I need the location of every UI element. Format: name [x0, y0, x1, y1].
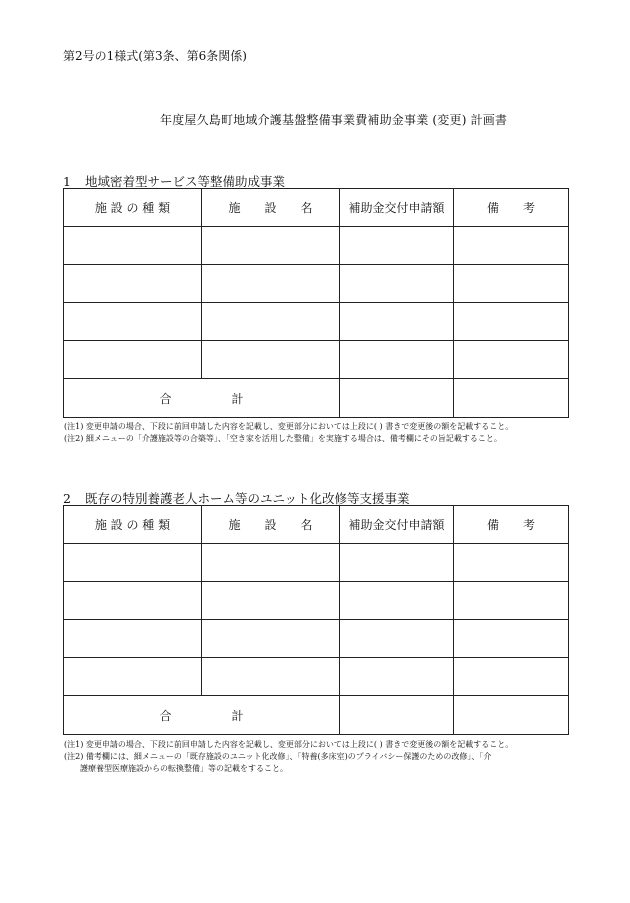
note-2: (注2) 細メニューの「介護施設等の合築等」、「空き家を活用した整備」を実施する場合は、備考欄にその旨記載すること。: [64, 434, 502, 443]
table-row: [64, 341, 569, 379]
facility-type-cell[interactable]: [64, 582, 202, 620]
facility-type-cell[interactable]: [64, 544, 202, 582]
column-header-facility-name: 施 設 名: [202, 189, 340, 227]
note-2-continuation: 護療養型医療施設からの転換整備」等の記載をすること。: [80, 764, 288, 773]
subsidy-amount-cell[interactable]: [340, 582, 454, 620]
remarks-cell[interactable]: [454, 544, 569, 582]
subsidy-amount-cell[interactable]: [340, 265, 454, 303]
remarks-cell[interactable]: [454, 303, 569, 341]
facility-type-cell[interactable]: [64, 265, 202, 303]
total-label: 合 計: [64, 696, 340, 735]
facility-name-cell[interactable]: [202, 620, 340, 658]
table-row: [64, 227, 569, 265]
table-row: [64, 658, 569, 696]
section-1-notes: [64, 421, 574, 445]
total-amount-cell[interactable]: [340, 696, 454, 735]
facility-name-cell[interactable]: [202, 227, 340, 265]
subsidy-amount-cell[interactable]: [340, 303, 454, 341]
subsidy-amount-cell[interactable]: [340, 227, 454, 265]
facility-type-cell[interactable]: [64, 341, 202, 379]
note-1: (注1) 変更申請の場合、下段に前回申請した内容を記載し、変更部分においては上段に( ) 書きで変更後の額を記載すること。: [64, 422, 514, 431]
subsidy-amount-cell[interactable]: [340, 544, 454, 582]
subsidy-amount-cell[interactable]: [340, 658, 454, 696]
total-label: 合 計: [64, 379, 340, 418]
section-2-notes: [64, 739, 574, 775]
remarks-cell[interactable]: [454, 658, 569, 696]
total-remarks-cell[interactable]: [454, 379, 569, 418]
section-1-title: 地域密着型サービス等整備助成事業: [85, 174, 286, 189]
column-header-facility-name: 施 設 名: [202, 506, 340, 544]
facility-name-cell[interactable]: [202, 303, 340, 341]
facility-name-cell[interactable]: [202, 582, 340, 620]
total-remarks-cell[interactable]: [454, 696, 569, 735]
section-1-number: 1: [63, 174, 71, 189]
column-header-remarks: 備 考: [454, 506, 569, 544]
remarks-cell[interactable]: [454, 582, 569, 620]
section-1-table: [63, 188, 569, 418]
table-header-row: [64, 189, 569, 227]
facility-name-cell[interactable]: [202, 265, 340, 303]
table-row: [64, 544, 569, 582]
subsidy-amount-cell[interactable]: [340, 341, 454, 379]
table-row: [64, 582, 569, 620]
table-row: [64, 303, 569, 341]
facility-name-cell[interactable]: [202, 658, 340, 696]
facility-type-cell[interactable]: [64, 303, 202, 341]
table-row: [64, 265, 569, 303]
facility-type-cell[interactable]: [64, 658, 202, 696]
document-title: 年度屋久島町地域介護基盤整備事業費補助金事業 (変更) 計画書: [160, 113, 508, 127]
facility-name-cell[interactable]: [202, 341, 340, 379]
column-header-facility-type: 施 設 の 種 類: [64, 506, 202, 544]
table-header-row: [64, 506, 569, 544]
subsidy-amount-cell[interactable]: [340, 620, 454, 658]
column-header-remarks: 備 考: [454, 189, 569, 227]
facility-name-cell[interactable]: [202, 544, 340, 582]
table-row: [64, 620, 569, 658]
column-header-subsidy-amount: 補助金交付申請額: [340, 189, 454, 227]
remarks-cell[interactable]: [454, 620, 569, 658]
note-2: (注2) 備考欄には、細メニューの「既存施設のユニット化改修」、「特養(多床室)のプライバシー保護のための改修」、「介: [64, 752, 492, 761]
total-row: [64, 379, 569, 418]
section-2-table: [63, 505, 569, 735]
total-amount-cell[interactable]: [340, 379, 454, 418]
facility-type-cell[interactable]: [64, 620, 202, 658]
column-header-facility-type: 施 設 の 種 類: [64, 189, 202, 227]
section-2-title: 既存の特別養護老人ホーム等のユニット化改修等支援事業: [85, 491, 410, 506]
column-header-subsidy-amount: 補助金交付申請額: [340, 506, 454, 544]
remarks-cell[interactable]: [454, 341, 569, 379]
facility-type-cell[interactable]: [64, 227, 202, 265]
remarks-cell[interactable]: [454, 227, 569, 265]
remarks-cell[interactable]: [454, 265, 569, 303]
form-number: 第2号の1様式(第3条、第6条関係): [63, 49, 247, 63]
total-row: [64, 696, 569, 735]
note-1: (注1) 変更申請の場合、下段に前回申請した内容を記載し、変更部分においては上段に( ) 書きで変更後の額を記載すること。: [64, 740, 514, 749]
section-2-number: 2: [63, 491, 71, 506]
